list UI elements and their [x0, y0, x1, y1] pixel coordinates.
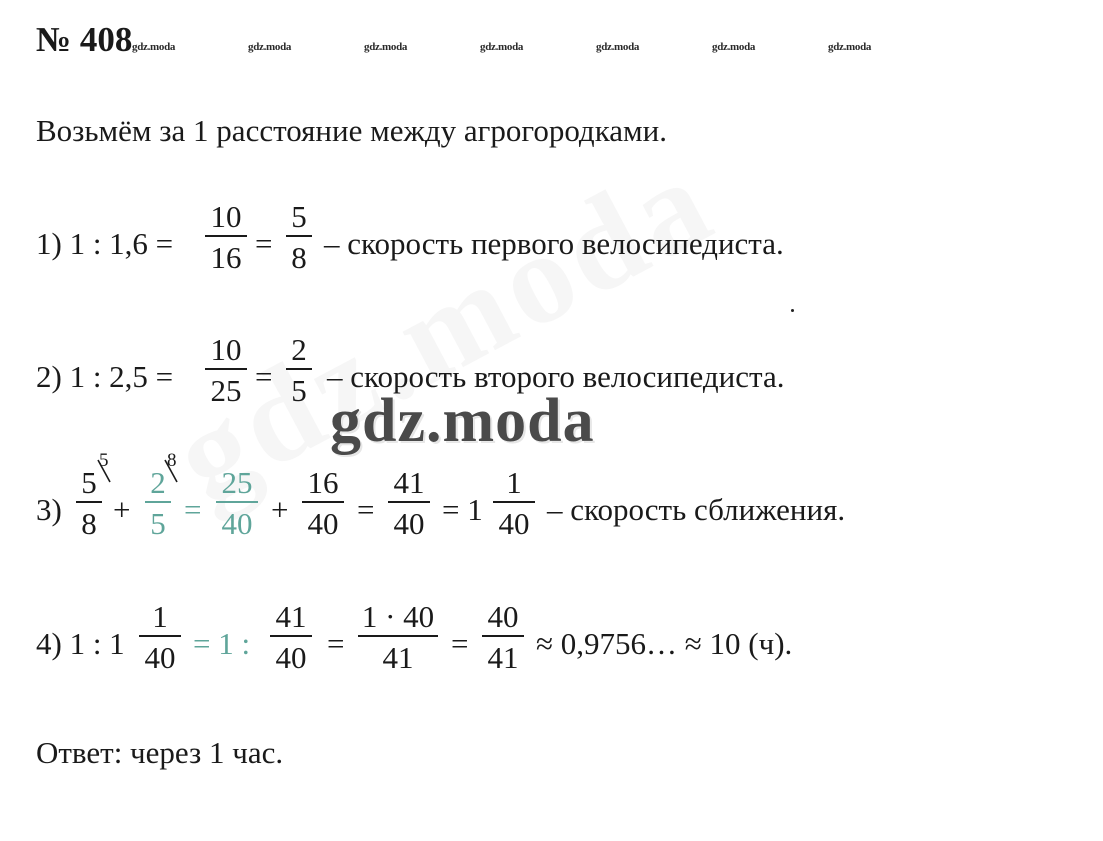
answer-text: Ответ: через 1 час. [36, 735, 284, 770]
step3-equals-2: = [357, 492, 375, 527]
header-watermark: gdz.moda [248, 41, 292, 53]
step3-plus-2: + [271, 492, 289, 527]
step2-fraction-2: 2 5 [286, 334, 312, 406]
step2-fraction-1: 10 25 [205, 334, 247, 406]
step4-tail: ≈ 0,9756… ≈ 10 (ч). [536, 626, 793, 661]
step3-plus-1: + [113, 492, 131, 527]
header-watermark: gdz.moda [364, 41, 408, 53]
step1-lead: 1) 1 : 1,6 = [36, 226, 174, 261]
step3-fraction-6: 1 40 [493, 467, 535, 539]
step1-equals: = [255, 226, 273, 261]
header-watermark: gdz.moda [712, 41, 756, 53]
step3-tail: – скорость сближения. [547, 492, 846, 527]
step3-multiplier-1: 5 [99, 450, 109, 471]
step3-fraction-4: 16 40 [302, 467, 344, 539]
step3-fraction-5: 41 40 [388, 467, 430, 539]
step1-tail: – скорость первого велосипедиста. [324, 226, 784, 261]
intro-text: Возьмём за 1 расстояние между агрогородками. [36, 113, 668, 148]
header-watermark: gdz.moda [828, 41, 872, 53]
problem-number: № 408 [36, 20, 133, 59]
step3-equals-1: = [184, 492, 202, 527]
step1-fraction-2: 5 8 [286, 201, 312, 273]
step4-mid: = 1 : [193, 626, 251, 661]
header-watermark: gdz.moda [132, 41, 176, 53]
step3-fraction-2: 2 5 [145, 467, 171, 539]
header-watermark: gdz.moda [480, 41, 524, 53]
step3-multiplier-2: 8 [167, 450, 177, 471]
step2-lead: 2) 1 : 2,5 = [36, 359, 174, 394]
step4-lead: 4) 1 : 1 [36, 626, 125, 661]
step2-equals: = [255, 359, 273, 394]
step4-fraction-3: 1 · 40 41 [358, 601, 438, 673]
stray-dot [791, 309, 794, 312]
step4-equals-1: = [327, 626, 345, 661]
step3-equals-3: = 1 [442, 492, 483, 527]
step3-fraction-1: 5 8 [76, 467, 102, 539]
step4-fraction-1: 1 40 [139, 601, 181, 673]
step4-fraction-2: 41 40 [270, 601, 312, 673]
step4-fraction-4: 40 41 [482, 601, 524, 673]
step4-equals-2: = [451, 626, 469, 661]
step2-tail: – скорость второго велосипедиста. [327, 359, 785, 394]
header-watermark: gdz.moda [596, 41, 640, 53]
step3-lead: 3) [36, 492, 62, 527]
watermark-logo: gdz.moda [330, 387, 595, 455]
step3-fraction-3: 25 40 [216, 467, 258, 539]
step1-fraction-1: 10 16 [205, 201, 247, 273]
